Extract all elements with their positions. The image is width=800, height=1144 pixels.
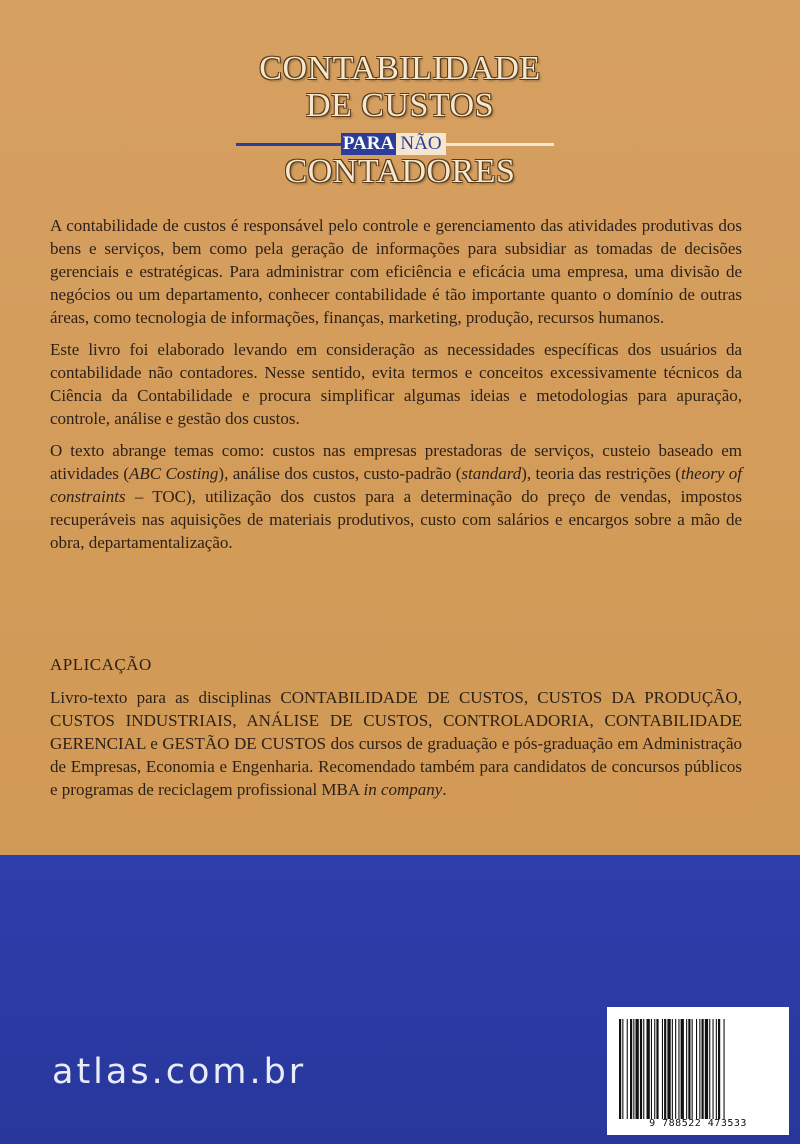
barcode-bar bbox=[705, 1019, 708, 1119]
barcode-bar bbox=[692, 1019, 693, 1119]
barcode-bar bbox=[651, 1019, 652, 1119]
barcode-bar bbox=[662, 1019, 663, 1119]
isbn-number: 9 788522 473533 bbox=[649, 1118, 747, 1129]
application-body: Livro-texto para as disciplinas CONTABILIDADE DE CUSTOS, CUSTOS DA PRODUÇÃO, CUSTOS INDUSTRIAIS, ANÁLISE DE CUSTOS, CONTROLADORIA, CONTABILIDADE GERENCIAL e GESTÃO DE CUSTOS dos cursos de graduação e pós-graduação em Administração de Empresas, Economia e Engenharia. Recomendado também para candidatos de concursos públicos e programas de reciclagem profissional MBA bbox=[50, 688, 742, 799]
barcode-bar bbox=[724, 1019, 725, 1119]
barcode-bar bbox=[622, 1019, 623, 1119]
title-nao-badge: NÃO bbox=[396, 133, 446, 155]
barcode-bar bbox=[627, 1019, 628, 1119]
barcode-bar bbox=[619, 1019, 621, 1119]
barcode-bar bbox=[630, 1019, 632, 1119]
description-paragraph-3 bbox=[50, 439, 742, 554]
description-paragraph-2: Este livro foi elaborado levando em consideração as necessidades específicas dos usuários da contabilidade não contadores. Nesse sentido, evita termos e conceitos excessivamente técnicos da Ciência da Contabilidade e procura simplificar algumas ideias e metodologias para apuração, controle, análise e gestão dos custos. bbox=[50, 340, 742, 428]
barcode-bar bbox=[647, 1019, 650, 1119]
barcode-bar bbox=[716, 1019, 717, 1119]
barcode-bar bbox=[633, 1019, 634, 1119]
title-para-badge: PARA bbox=[342, 133, 395, 154]
barcode-bar bbox=[718, 1019, 720, 1119]
application-text bbox=[50, 686, 742, 801]
barcode-bar bbox=[678, 1019, 679, 1119]
p3-text-g: – TOC), utilização dos custos para a determinação do preço de vendas, impostos recuperáveis nas aquisições de materiais produtivos, custo com salários e encargos sobre a mão de obra, departamentalização. bbox=[50, 487, 742, 552]
barcode-bar bbox=[709, 1019, 710, 1119]
barcode-bar bbox=[664, 1019, 666, 1119]
p3-italic-standard: standard bbox=[461, 464, 522, 483]
barcode-bars bbox=[617, 1019, 779, 1119]
application-paragraph bbox=[50, 686, 742, 801]
barcode-bar bbox=[713, 1019, 714, 1119]
description-paragraph-1: A contabilidade de custos é responsável pelo controle e gerenciamento das atividades produtivas dos bens e serviços, bem como pela geração de informações para subsidiar as tomadas de decisões gerenciais e estratégicas. Para administrar com eficiência e eficácia uma empresa, uma divisão de negócios ou um departamento, conhecer contabilidade é tão importante quanto o domínio de outras áreas, como tecnologia de informações, finanças, marketing, produção, recursos humanos. bbox=[50, 216, 742, 327]
barcode-bar bbox=[672, 1019, 673, 1119]
barcode-bar bbox=[640, 1019, 642, 1119]
barcode-bar bbox=[681, 1019, 684, 1119]
title-rule-right bbox=[446, 143, 554, 146]
title-line-2: DE CUSTOS bbox=[305, 87, 495, 124]
p3-italic-theory: theory of constraints bbox=[50, 464, 742, 506]
barcode bbox=[607, 1007, 789, 1135]
barcode-bar bbox=[696, 1019, 697, 1119]
title-line-1: CONTABILIDADE bbox=[259, 50, 541, 87]
barcode-bar bbox=[675, 1019, 676, 1119]
barcode-bar bbox=[656, 1019, 658, 1119]
p3-text-a: O texto abrange temas como: custos nas empresas prestadoras de serviços, custeio baseado em atividades ( bbox=[50, 441, 742, 483]
p3-text-c: ), análise dos custos, custo-padrão ( bbox=[218, 464, 462, 483]
application-heading: APLICAÇÃO bbox=[50, 655, 152, 674]
description bbox=[50, 214, 742, 563]
barcode-bar bbox=[643, 1019, 644, 1119]
p3-text-e: ), teoria das restrições ( bbox=[521, 464, 681, 483]
title-line-4: CONTADORES bbox=[284, 153, 516, 190]
book-title bbox=[200, 50, 600, 200]
application-period: . bbox=[442, 780, 447, 799]
barcode-bar bbox=[688, 1019, 690, 1119]
barcode-bar bbox=[654, 1019, 655, 1119]
barcode-bar bbox=[667, 1019, 670, 1119]
barcode-bar bbox=[686, 1019, 687, 1119]
title-rule-left bbox=[236, 143, 341, 146]
application-italic-in-company: in company bbox=[363, 780, 443, 799]
p3-italic-abc-costing: ABC Costing bbox=[129, 464, 219, 483]
title-para-nao-row bbox=[236, 133, 554, 155]
barcode-bar bbox=[699, 1019, 700, 1119]
barcode-bar bbox=[636, 1019, 639, 1119]
publisher-website: atlas.com.br bbox=[52, 1052, 307, 1092]
barcode-bar bbox=[702, 1019, 704, 1119]
